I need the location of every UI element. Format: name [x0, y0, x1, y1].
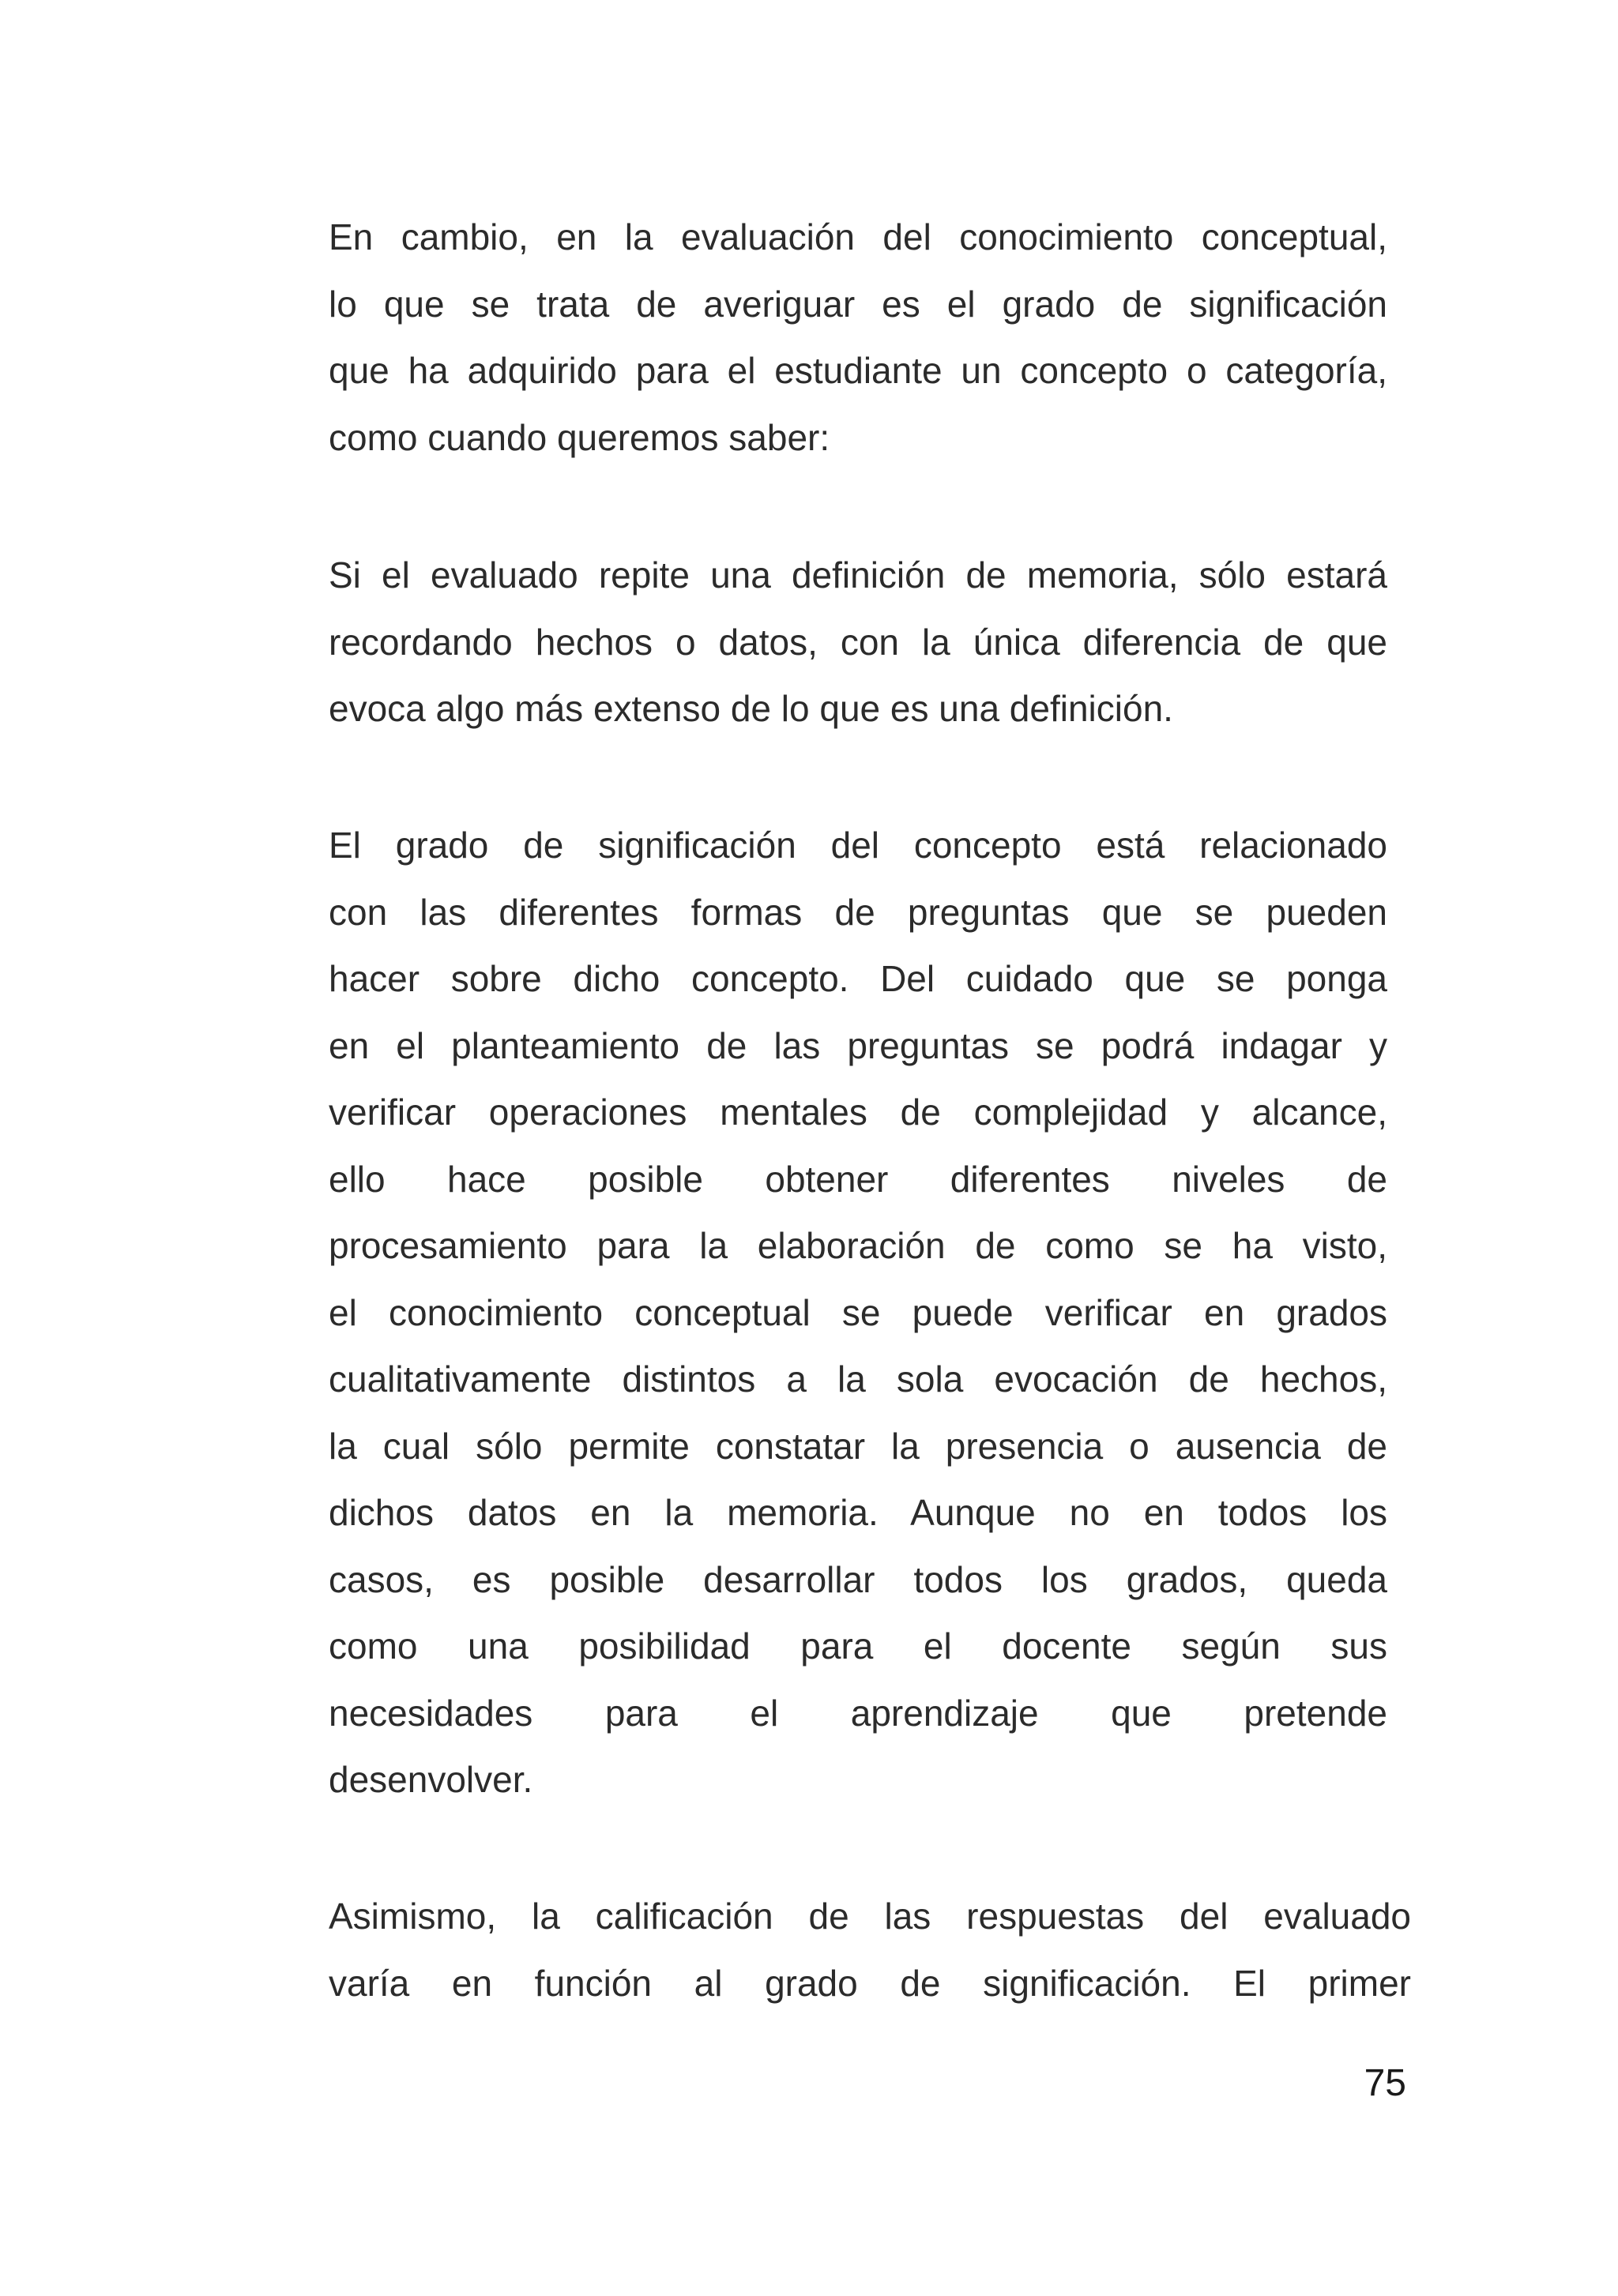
paragraph-1 [329, 204, 1387, 471]
page-number: 75 [1364, 2062, 1406, 2104]
paragraph-4 [329, 1883, 1411, 2016]
text-line: varía en función al grado de significación. El primer [329, 1962, 1411, 2004]
text-line: la cual sólo permite constatar la presencia o ausencia de [329, 1425, 1387, 1467]
text-line: necesidades para el aprendizaje que pretende [329, 1692, 1387, 1734]
text-line: con las diferentes formas de preguntas que se pueden [329, 891, 1387, 933]
paragraph-3 [329, 812, 1387, 1813]
text-line: En cambio, en la evaluación del conocimiento conceptual, [329, 216, 1387, 257]
text-line: dichos datos en la memoria. Aunque no en todos los [329, 1492, 1387, 1533]
text-line: evoca algo más extenso de lo que es una definición. [329, 688, 1173, 729]
text-line: hacer sobre dicho concepto. Del cuidado que se ponga [329, 958, 1387, 999]
text-line: como una posibilidad para el docente según sus [329, 1625, 1387, 1667]
text-line: el conocimiento conceptual se puede verificar en grados [329, 1291, 1387, 1333]
text-line: Asimismo, la calificación de las respuestas del evaluado [329, 1896, 1411, 1937]
text-line: verificar operaciones mentales de complejidad y alcance, [329, 1092, 1387, 1133]
text-line: cualitativamente distintos a la sola evocación de hechos, [329, 1358, 1387, 1400]
text-line: que ha adquirido para el estudiante un concepto o categoría, [329, 350, 1387, 391]
paragraph-2 [329, 542, 1387, 742]
text-line: en el planteamiento de las preguntas se podrá indagar y [329, 1024, 1387, 1066]
text-line: ello hace posible obtener diferentes niveles de [329, 1158, 1387, 1200]
text-line: El grado de significación del concepto está relacionado [329, 825, 1387, 866]
text-line: casos, es posible desarrollar todos los grados, queda [329, 1558, 1387, 1600]
text-line: como cuando queremos saber: [329, 416, 830, 458]
text-line: recordando hechos o datos, con la única diferencia de que [329, 621, 1387, 663]
text-line: lo que se trata de averiguar es el grado de significación [329, 283, 1387, 325]
text-line: desenvolver. [329, 1759, 533, 1800]
text-line: procesamiento para la elaboración de como se ha visto, [329, 1225, 1387, 1266]
text-line: Si el evaluado repite una definición de memoria, sólo estará [329, 554, 1387, 596]
